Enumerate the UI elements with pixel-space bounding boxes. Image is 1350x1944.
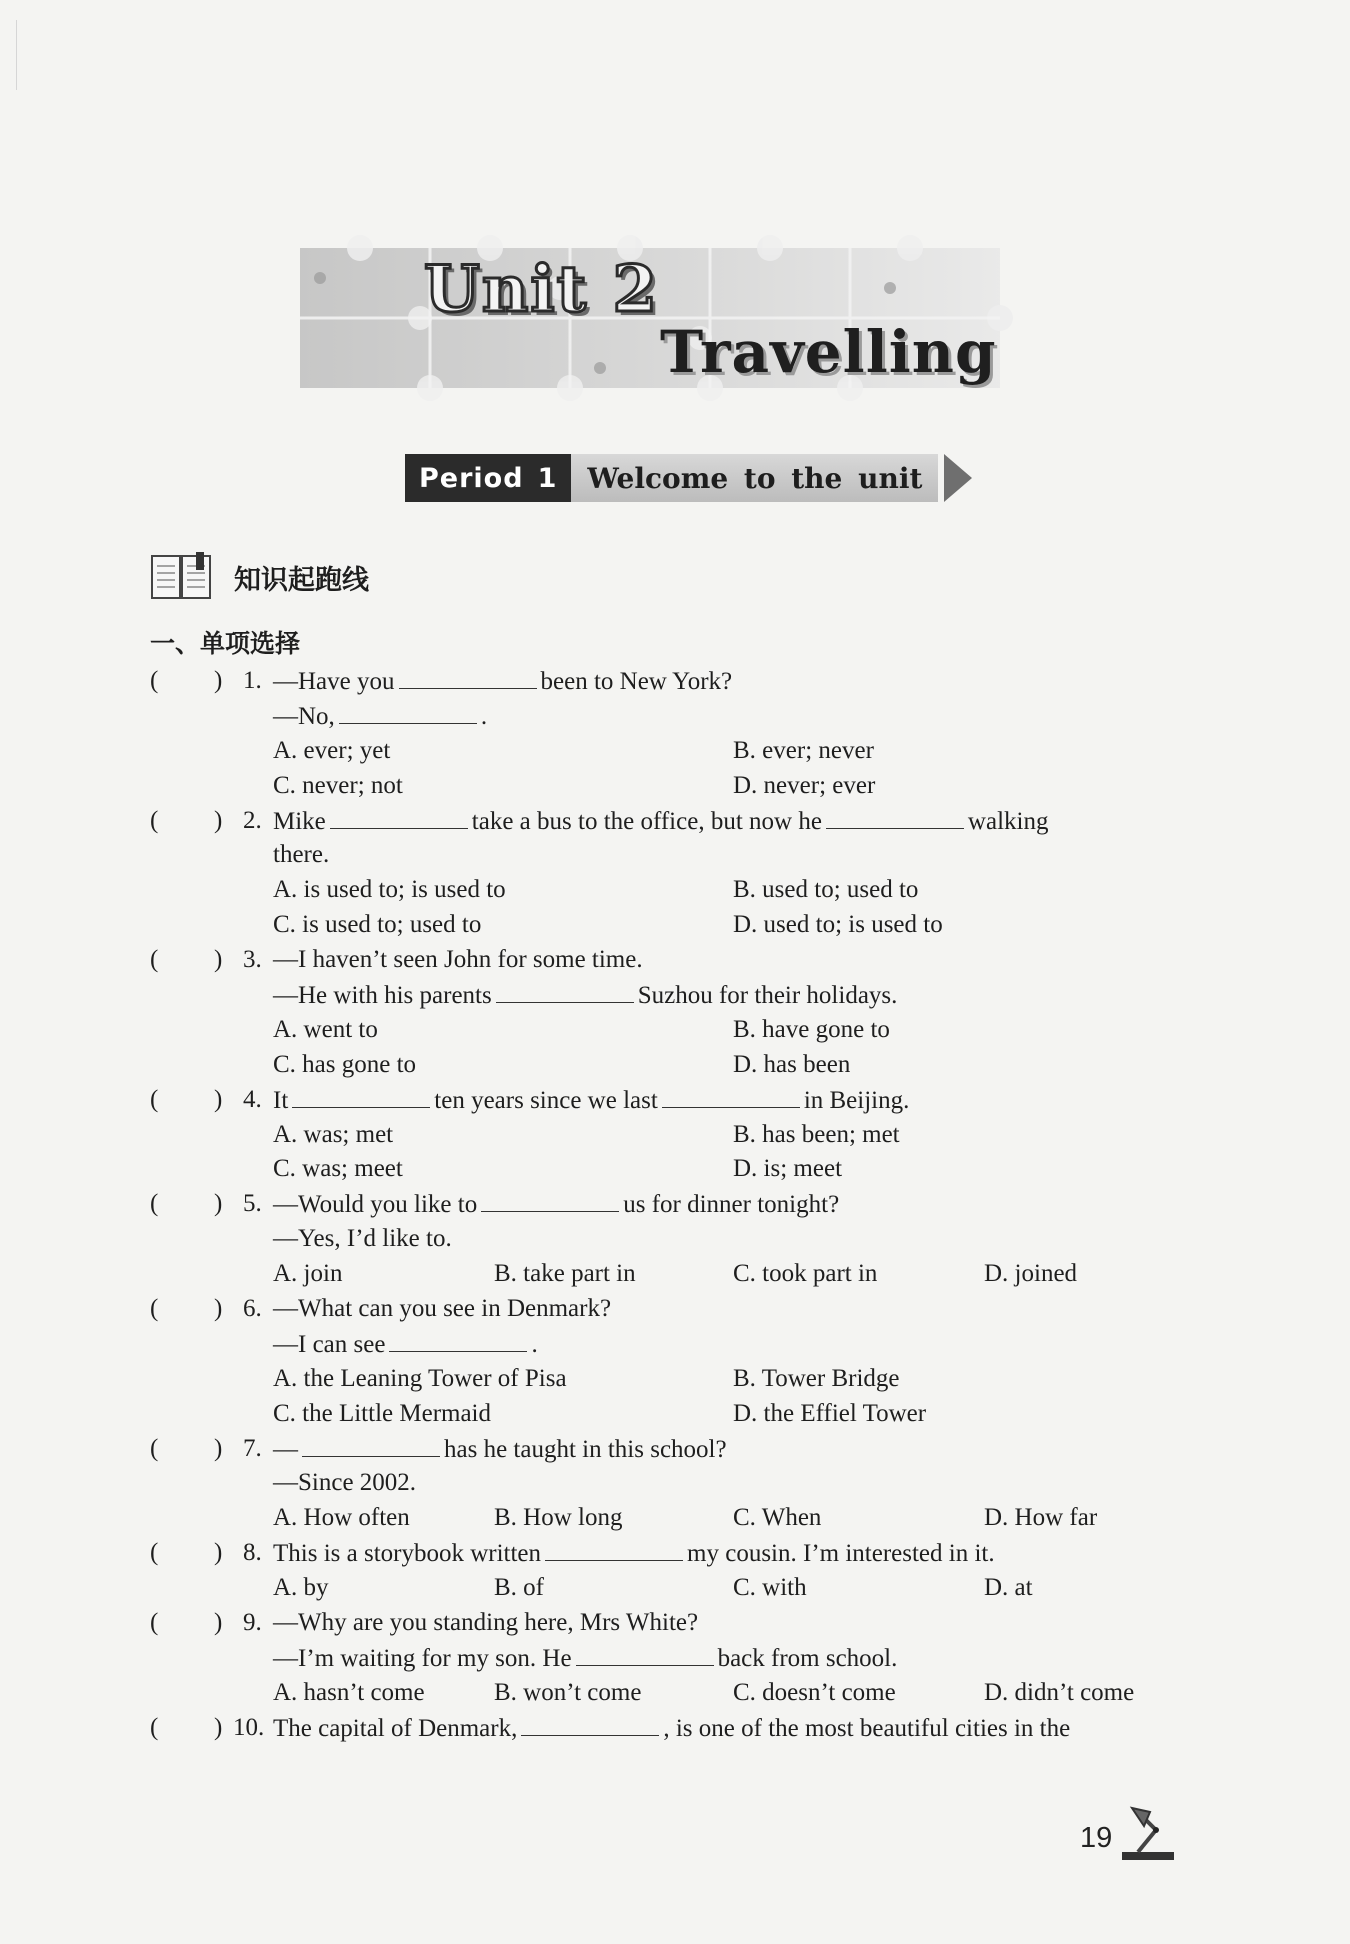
option-a: A. the Leaning Tower of Pisa [273,1364,567,1392]
reply-text [273,699,487,735]
section-header [150,552,369,602]
option-b: B. take part in [494,1260,636,1288]
stem-text: been to New York? [540,668,733,695]
question-6-reply [150,1327,1160,1362]
question-3-reply [150,978,1160,1013]
period-bar [405,454,972,502]
option-b: B. Tower Bridge [733,1364,900,1392]
options-row [150,1501,1160,1536]
option-c: C. never; not [273,771,403,799]
question-list [150,664,1160,1746]
question-10 [150,1711,1160,1746]
answer-blank [545,1536,683,1561]
option-c: C. with [733,1574,807,1602]
answer-paren-right: ) [214,1295,223,1323]
answer-paren-left: ( [150,1295,159,1323]
option-a: A. was; met [273,1120,394,1148]
reply-part: —No, [273,702,335,730]
scan-margin-line [16,20,17,90]
question-7 [150,1432,1160,1467]
answer-blank [330,804,468,829]
stem-continuation: there. [273,841,330,869]
option-a: A. by [273,1574,329,1602]
question-stem [273,1536,995,1572]
answer-blank [521,1711,659,1736]
question-stem [273,1432,727,1468]
reply-part: . [531,1330,538,1358]
open-book-icon [150,552,212,602]
options-row [150,1048,1160,1083]
question-5-reply [150,1222,1160,1257]
option-b: B. of [494,1574,544,1602]
question-number: 6. [243,1295,262,1323]
option-d: D. How far [984,1504,1098,1532]
option-c: C. When [733,1504,822,1532]
question-number: 1. [243,667,262,694]
unit-banner [300,228,1020,408]
option-b: B. How long [494,1504,623,1532]
answer-paren-left: ( [150,1434,159,1462]
option-d: D. never; ever [733,771,876,799]
reply-text [273,978,897,1014]
answer-paren-right: ) [214,1085,223,1113]
question-number: 5. [243,1190,262,1218]
answer-paren-left: ( [150,1190,159,1218]
question-number: 3. [243,946,262,974]
answer-paren-right: ) [214,667,223,694]
question-stem [273,664,732,700]
option-b: B. have gone to [733,1015,890,1043]
option-d: D. used to; is used to [733,911,943,939]
answer-blank [826,804,964,829]
option-b: B. ever; never [733,736,874,764]
period-number: 1 [537,462,558,494]
question-3 [150,943,1160,978]
reply-text [273,1641,897,1677]
answer-paren-right: ) [214,1609,223,1637]
question-9-reply [150,1641,1160,1676]
options-row [150,1257,1160,1292]
answer-paren-left: ( [150,667,159,694]
answer-paren-right: ) [214,1539,223,1567]
option-a: A. join [273,1260,343,1288]
answer-blank [339,699,477,724]
question-stem: —Why are you standing here, Mrs White? [273,1609,699,1637]
question-5 [150,1187,1160,1222]
option-b: B. used to; used to [733,876,919,904]
stem-text: has he taught in this school? [444,1435,727,1463]
page-number: 19 [1080,1822,1113,1854]
question-9 [150,1606,1160,1641]
answer-blank [389,1327,527,1352]
options-row [150,1152,1160,1187]
period-title: Welcome to the unit [571,454,938,502]
question-number: 2. [243,806,262,834]
period-label [405,454,571,502]
option-b: B. has been; met [733,1120,900,1148]
answer-paren-left: ( [150,1085,159,1113]
options-row [150,1676,1160,1711]
stem-text: Mike [273,807,326,835]
question-4 [150,1083,1160,1118]
option-a: A. hasn’t come [273,1678,425,1706]
answer-blank [302,1432,440,1457]
options-row [150,1118,1160,1153]
stem-text: take a bus to the office, but now he [471,807,822,835]
question-6 [150,1292,1160,1327]
question-number: 10. [233,1713,265,1741]
answer-paren-left: ( [150,946,159,974]
stem-text: in Beijing. [803,1086,910,1114]
option-d: D. at [984,1574,1033,1602]
reply-part: . [480,702,488,730]
answer-paren-left: ( [150,1713,159,1741]
question-7-reply [150,1466,1160,1501]
unit-title: Unit 2 [424,252,660,327]
period-word: Period [419,462,524,494]
option-a: A. How often [273,1504,410,1532]
reply-part: —I can see [273,1330,386,1358]
option-d: D. is; meet [733,1155,843,1183]
question-1-reply [150,699,1160,734]
reply-text: —Since 2002. [273,1469,417,1497]
options-row [150,769,1160,804]
stem-text: walking [967,807,1049,835]
reply-part: back from school. [717,1644,898,1672]
option-a: A. is used to; is used to [273,876,506,904]
answer-paren-right: ) [214,1190,223,1218]
stem-text: ten years since we last [434,1086,658,1114]
option-b: B. won’t come [494,1678,642,1706]
question-2 [150,804,1160,839]
option-d: D. the Effiel Tower [733,1399,927,1427]
option-c: C. is used to; used to [273,911,482,939]
reply-part: —He with his parents [273,982,492,1010]
reply-part: Suzhou for their holidays. [637,982,898,1010]
question-number: 8. [243,1539,262,1567]
question-number: 4. [243,1085,262,1113]
answer-paren-left: ( [150,1609,159,1637]
option-d: D. didn’t come [984,1678,1135,1706]
question-1 [150,664,1160,699]
stem-text: — [273,1435,298,1463]
options-row [150,1362,1160,1397]
question-number: 9. [243,1609,262,1637]
answer-blank [662,1083,800,1108]
stem-text: It [273,1086,289,1114]
unit-subtitle: Travelling [660,318,997,386]
answer-paren-right: ) [214,1713,223,1741]
options-row [150,873,1160,908]
option-c: C. was; meet [273,1155,403,1183]
option-c: C. took part in [733,1260,878,1288]
answer-paren-right: ) [214,1434,223,1462]
stem-text: my cousin. I’m interested in it. [687,1540,995,1568]
question-stem [273,804,1048,840]
part-title: 一、单项选择 [150,629,301,658]
answer-paren-right: ) [214,806,223,834]
stem-text: —Would you like to [273,1191,478,1219]
stem-text: —Have you [273,668,395,695]
options-row [150,1397,1160,1432]
stem-text: us for dinner tonight? [623,1191,840,1219]
question-stem [273,1083,909,1119]
reply-text [273,1327,538,1363]
answer-blank [496,978,634,1003]
stem-text: The capital of Denmark, [273,1714,518,1742]
question-8 [150,1536,1160,1571]
reply-text: —Yes, I’d like to. [273,1225,452,1253]
answer-blank [576,1641,714,1666]
options-row [150,734,1160,769]
arrow-right-icon [944,454,972,502]
options-row [150,1571,1160,1606]
options-row [150,1013,1160,1048]
options-row [150,908,1160,943]
option-a: A. ever; yet [273,736,391,764]
stem-text: , is one of the most beautiful cities in the [663,1714,1071,1742]
question-stem [273,1187,839,1223]
answer-paren-right: ) [214,946,223,974]
option-c: C. has gone to [273,1050,417,1078]
stem-text: This is a storybook written [273,1540,542,1568]
question-2-cont [150,838,1160,873]
question-stem [273,1711,1070,1747]
question-stem: —What can you see in Denmark? [273,1295,612,1323]
answer-paren-left: ( [150,1539,159,1567]
answer-blank [481,1187,619,1212]
option-d: D. has been [733,1050,851,1078]
option-c: C. the Little Mermaid [273,1399,492,1427]
question-number: 7. [243,1434,262,1462]
answer-blank [399,664,537,689]
desk-lamp-icon [1116,1806,1180,1862]
answer-blank [292,1083,430,1108]
option-c: C. doesn’t come [733,1678,896,1706]
option-a: A. went to [273,1015,378,1043]
answer-paren-left: ( [150,806,159,834]
section-title: 知识起跑线 [234,564,369,596]
option-d: D. joined [984,1260,1078,1288]
question-stem: —I haven’t seen John for some time. [273,946,643,974]
reply-part: —I’m waiting for my son. He [273,1644,572,1672]
